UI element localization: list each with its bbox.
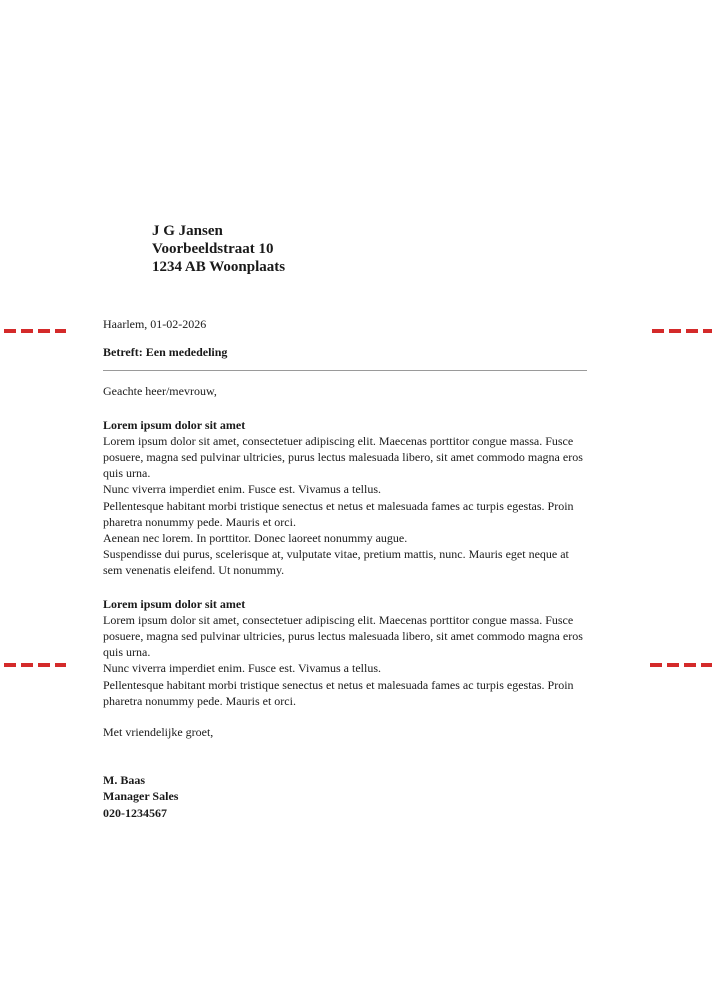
recipient-postal-city: 1234 AB Woonplaats [152,259,286,275]
paragraph: Lorem ipsum dolor sit amet, consectetuer adipiscing elit. Maecenas porttitor congue massa. Fusce posuere, magna sed pulvinar ultricies, purus lectus malesuada libero, sit amet commodo magna eros quis urna. [103,433,583,481]
recipient-street: Voorbeeldstraat 10 [152,241,274,257]
section-2 [103,596,589,709]
paragraph: Pellentesque habitant morbi tristique senectus et netus et malesuada fames ac turpis egestas. Proin pharetra nonummy pede. Mauris et orci. [103,677,574,708]
section-1 [103,417,589,579]
sender-phone: 020-1234567 [103,805,167,820]
fold-mark-left-bottom [4,663,66,667]
salutation: Geachte heer/mevrouw, [103,384,217,399]
paragraph: Nunc viverra imperdiet enim. Fusce est. Vivamus a tellus. [103,661,381,676]
sender-name: M. Baas [103,773,145,788]
subject-line: Betreft: Een mededeling [103,345,228,360]
divider [103,370,587,371]
sender-title: Manager Sales [103,789,179,804]
paragraph: Pellentesque habitant morbi tristique senectus et netus et malesuada fames ac turpis egestas. Proin pharetra nonummy pede. Mauris et orci. [103,498,574,529]
paragraph: Nunc viverra imperdiet enim. Fusce est. Vivamus a tellus. [103,482,381,497]
fold-mark-right-top [652,329,712,333]
paragraph: Suspendisse dui purus, scelerisque at, vulputate vitae, pretium mattis, nunc. Mauris eget neque at sem venenatis eleifend. Ut nonummy. [103,547,569,578]
recipient-name: J G Jansen [152,223,223,239]
fold-mark-right-bottom [650,663,712,667]
place-date: Haarlem, 01-02-2026 [103,317,207,331]
section-heading: Lorem ipsum dolor sit amet [103,417,246,432]
fold-mark-left-top [4,329,66,333]
paragraph: Lorem ipsum dolor sit amet, consectetuer adipiscing elit. Maecenas porttitor congue massa. Fusce posuere, magna sed pulvinar ultricies, purus lectus malesuada libero, sit amet commodo magna eros quis urna. [103,612,583,660]
section-heading: Lorem ipsum dolor sit amet [103,596,246,611]
signature-block [103,772,589,821]
paragraph: Aenean nec lorem. In porttitor. Donec laoreet nonummy augue. [103,531,408,546]
closing: Met vriendelijke groet, [103,725,214,740]
letter-body [103,316,589,821]
recipient-address [152,222,285,276]
